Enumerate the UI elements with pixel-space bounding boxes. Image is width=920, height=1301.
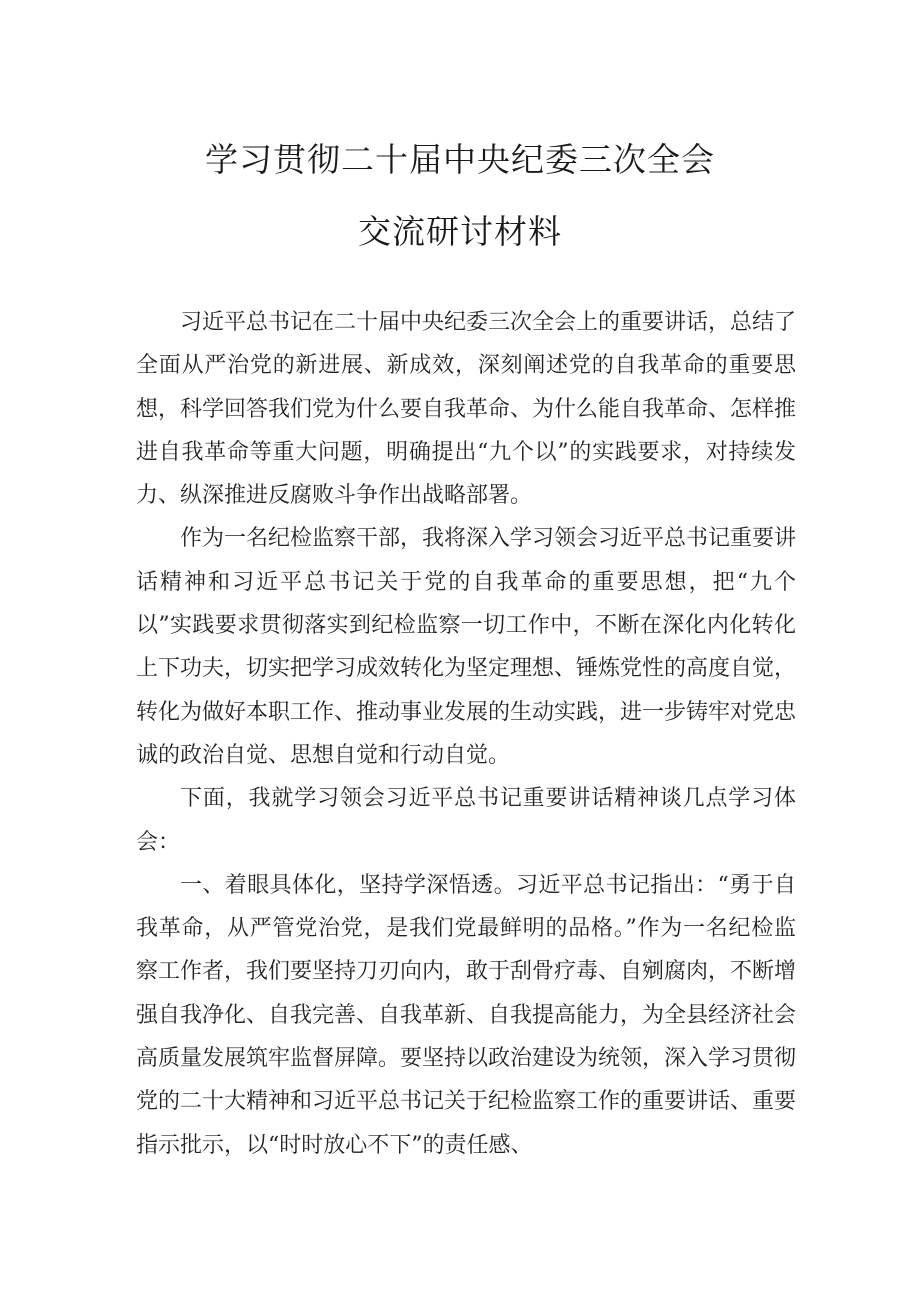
document-title-line-2: 交流研讨材料 bbox=[358, 212, 562, 251]
paragraph-transition: 下面，我就学习领会习近平总书记重要讲话精神谈几点学习体会： bbox=[136, 786, 796, 855]
paragraph-intro: 习近平总书记在二十届中央纪委三次全会上的重要讲话，总结了全面从严治党的新进展、新成效，深刻阐述党的自我革命的重要思想，科学回答我们党为什么要自我革命、为什么能自我革命、怎样推进自我革命等重大问题，明确提出“九个以”的实践要求，对持续发力、纵深推进反腐败斗争作出战略部署。 bbox=[136, 310, 797, 509]
paragraph-commitment: 作为一名纪检监察干部，我将深入学习领会习近平总书记重要讲话精神和习近平总书记关于党的自我革命的重要思想，把“九个以”实践要求贯彻落实到纪检监察一切工作中，不断在深化内化转化上下功夫，切实把学习成效转化为坚定理想、锤炼党性的高度自觉，转化为做好本职工作、推动事业发展的生动实践，进一步铸牢对党忠诚的政治自觉、思想自觉和行动自觉。 bbox=[136, 526, 797, 768]
document-body bbox=[136, 301, 796, 1167]
document-title-line-1: 学习贯彻二十届中央纪委三次全会 bbox=[205, 140, 715, 179]
paragraph-section-one: 一、着眼具体化，坚持学深悟透。习近平总书记指出：“勇于自我革命，从严管党治党，是我们党最鲜明的品格。”作为一名纪检监察工作者，我们要坚持刀刃向内，敢于刮骨疗毒、自剜腐肉，不断增强自我净化、自我完善、自我革新、自我提高能力，为全县经济社会高质量发展筑牢监督屏障。要坚持以政治建设为统领，深入学习贯彻党的二十大精神和习近平总书记关于纪检监察工作的重要讲话、重要指示批示，以“时时放心不下”的责任感、 bbox=[136, 872, 797, 1158]
